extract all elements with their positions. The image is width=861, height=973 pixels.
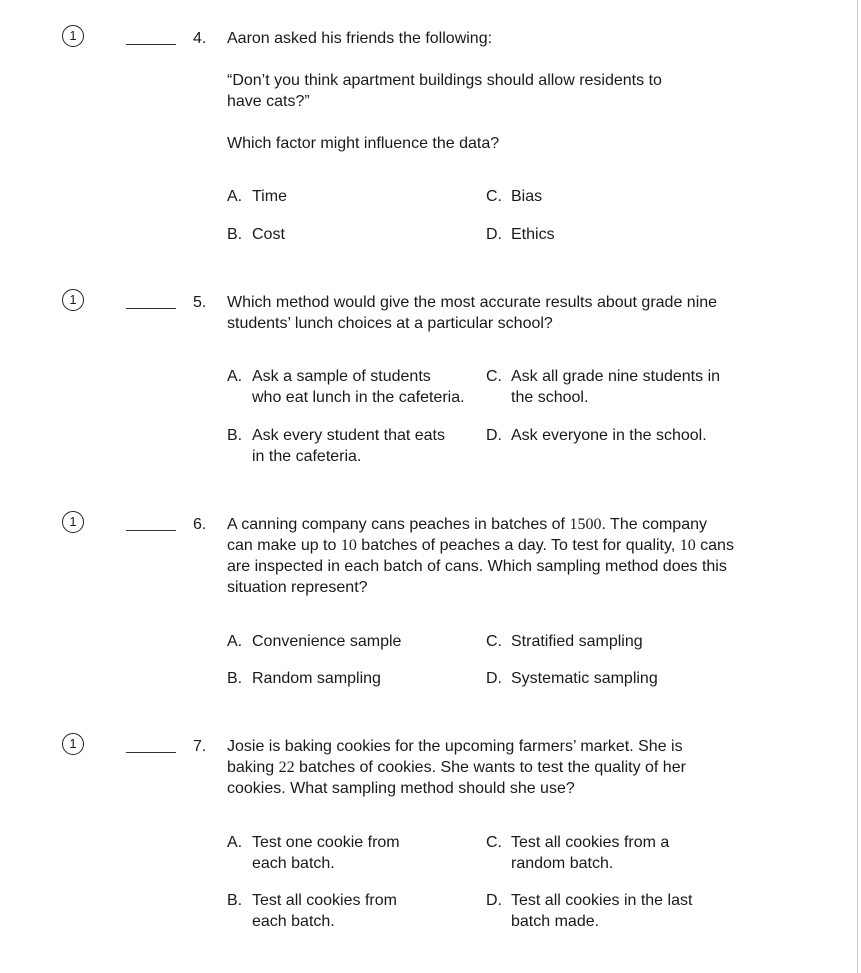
option-letter: B. [227,427,243,444]
marks-badge: 1 [62,289,84,311]
option-letter: A. [227,368,243,385]
option-letter: A. [227,834,243,851]
stem-line: situation represent? [227,579,368,596]
option-text: Convenience sample [252,633,402,650]
page-right-border [857,0,858,973]
option-text: Ask every student that eats in the cafeteria. [252,427,445,465]
option-letter: C. [486,834,502,851]
quote-line: have cats?” [227,93,310,110]
option-text: Test all cookies from a random batch. [511,834,670,872]
option-letter: D. [486,892,502,909]
option-text: Stratified sampling [511,633,643,650]
answer-blank[interactable] [126,44,176,45]
option-letter: B. [227,892,243,909]
question-number: 4. [193,30,207,47]
stem-line: Josie is baking cookies for the upcoming farmers’ market. She is [227,738,683,755]
option-text: Time [252,188,287,205]
option-letter: B. [227,670,243,687]
question-stem [227,514,807,598]
marks-badge: 1 [62,511,84,533]
marks-badge: 1 [62,25,84,47]
question-number: 5. [193,294,207,311]
stem-line: Which method would give the most accurate results about grade nine [227,294,718,311]
option-text: Bias [511,188,543,205]
option-letter: A. [227,188,243,205]
option-letter: C. [486,633,502,650]
option-letter: C. [486,368,502,385]
option-text: Systematic sampling [511,670,658,687]
option-text: Test all cookies from each batch. [252,892,397,930]
option-text: Ethics [511,226,555,243]
option-text: Test all cookies in the last batch made. [511,892,693,930]
option-text: Test one cookie from each batch. [252,834,400,872]
answer-blank[interactable] [126,752,176,753]
stem-line: A canning company cans peaches in batches of 1500. The company [227,516,707,533]
prompt-line: Which factor might influence the data? [227,135,500,152]
question-stem [227,292,787,334]
question-number: 6. [193,516,207,533]
question-stem [227,28,787,154]
option-letter: D. [486,226,502,243]
option-letter: B. [227,226,243,243]
option-letter: D. [486,427,502,444]
marks-badge: 1 [62,733,84,755]
stem-line: students’ lunch choices at a particular school? [227,315,553,332]
question-number: 7. [193,738,207,755]
answer-blank[interactable] [126,308,176,309]
option-text: Random sampling [252,670,381,687]
option-text: Ask all grade nine students in the school. [511,368,721,406]
stem-line: cookies. What sampling method should she use? [227,780,575,797]
stem-line: are inspected in each batch of cans. Which sampling method does this [227,558,727,575]
option-letter: D. [486,670,502,687]
option-letter: C. [486,188,502,205]
answer-blank[interactable] [126,530,176,531]
option-text: Ask everyone in the school. [511,427,707,444]
question-stem [227,736,787,799]
stem-line: Aaron asked his friends the following: [227,30,493,47]
stem-line: can make up to 10 batches of peaches a day. To test for quality, 10 cans [227,537,734,554]
option-text: Cost [252,226,285,243]
quote-line: “Don’t you think apartment buildings should allow residents to [227,72,662,89]
option-letter: A. [227,633,243,650]
stem-line: baking 22 batches of cookies. She wants to test the quality of her [227,759,686,776]
option-text: Ask a sample of students who eat lunch in the cafeteria. [252,368,465,406]
